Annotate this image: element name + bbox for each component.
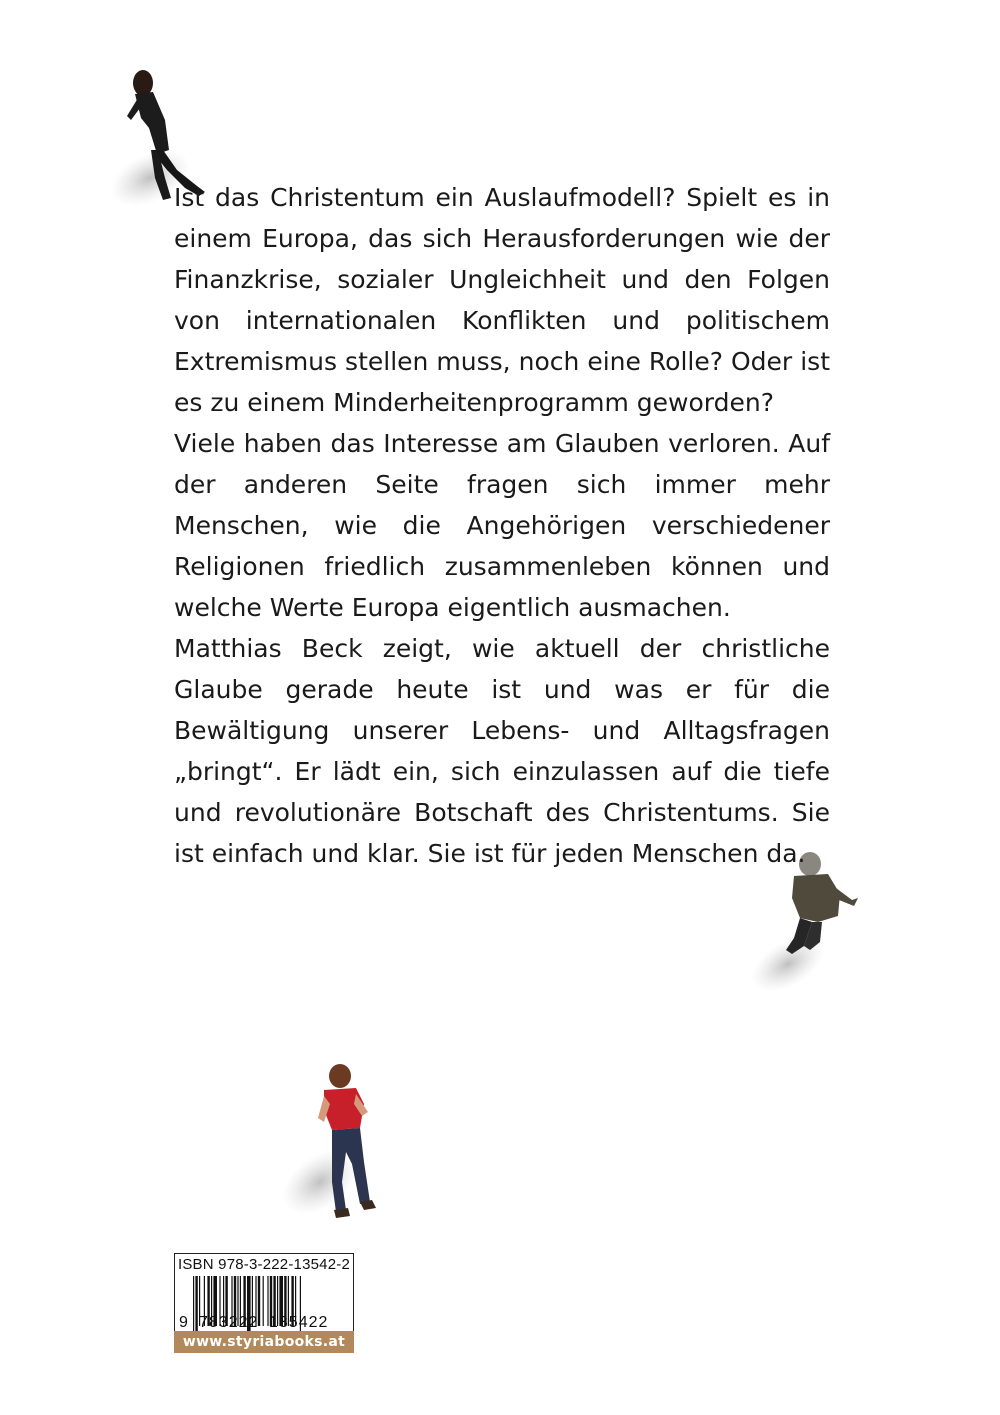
isbn-label: ISBN 978-3-222-13542-2 — [177, 1256, 350, 1273]
back-cover-blurb — [174, 177, 830, 874]
publisher-url: www.styriabooks.at — [174, 1331, 354, 1353]
barcode-digit-first: 9 — [179, 1314, 189, 1331]
blurb-paragraph-1: Ist das Christentum ein Auslaufmodell? Spielt es in einem Europa, das sich Herausforderungen wie der Finanzkrise, sozialer Ungleichheit und den Folgen von internationalen Konflikten und politischem Extremismus stellen muss, noch eine Rolle? Oder ist es zu einem Minderheitenprogramm geworden? — [174, 183, 830, 417]
walking-woman-red-image — [272, 1052, 442, 1247]
blurb-paragraph-3: Matthias Beck zeigt, wie aktuell der christliche Glaube gerade heute ist und was er für die Bewältigung unserer Lebens- und Alltagsfragen „bringt“. Er lädt ein, sich einzulassen auf die tiefe und revolutionäre Botschaft des Christentums. Sie ist einfach und klar. Sie ist für jeden Menschen da. — [174, 634, 830, 868]
barcode-bar — [193, 1276, 194, 1332]
barcode-bar — [195, 1276, 197, 1332]
blurb-paragraph-2: Viele haben das Interesse am Glauben verloren. Auf der anderen Seite fragen sich immer mehr Menschen, wie die Angehörigen verschiedener Religionen friedlich zusammenleben können und welche Werte Europa eigentlich ausmachen. — [174, 429, 830, 622]
barcode-digit-group-1: 783222 — [199, 1314, 259, 1331]
barcode-digit-group-2: 135422 — [269, 1314, 329, 1331]
barcode-bar — [263, 1276, 264, 1326]
